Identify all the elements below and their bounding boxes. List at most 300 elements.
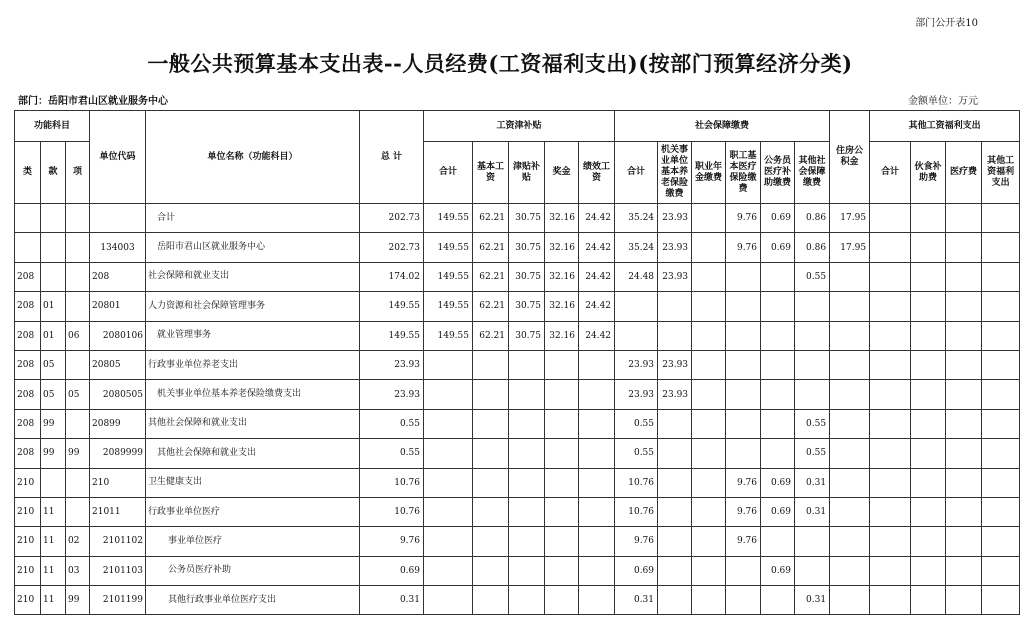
civil-medical-cell	[761, 586, 795, 615]
lei-cell: 208	[15, 292, 41, 321]
other-social-cell: 0.55	[795, 409, 830, 438]
other-social-cell	[795, 527, 830, 556]
department-label: 部门：岳阳市君山区就业服务中心	[18, 96, 168, 107]
basic-wage-cell: 62.21	[473, 262, 509, 291]
xiang-cell	[66, 292, 90, 321]
other-total-cell	[870, 292, 911, 321]
housing-cell	[830, 527, 870, 556]
medical-cell	[726, 380, 761, 409]
table-row	[15, 409, 1020, 438]
total-cell: 0.69	[360, 556, 424, 585]
kuan-header: 款	[41, 142, 66, 204]
total-cell: 10.76	[360, 497, 424, 526]
kuan-cell	[41, 468, 66, 497]
lei-cell: 210	[15, 497, 41, 526]
pension-cell: 23.93	[658, 204, 692, 233]
bonus-header: 奖金	[545, 142, 579, 204]
budget-table	[14, 110, 1020, 615]
other-total-cell	[870, 556, 911, 585]
xiang-cell	[66, 233, 90, 262]
bonus-cell: 32.16	[545, 204, 579, 233]
other-social-cell: 0.31	[795, 468, 830, 497]
table-row	[15, 350, 1020, 379]
basic-wage-cell	[473, 497, 509, 526]
annuity-cell	[692, 468, 726, 497]
bonus-cell	[545, 497, 579, 526]
pension-cell	[658, 468, 692, 497]
total-cell: 202.73	[360, 204, 424, 233]
housing-cell	[830, 262, 870, 291]
wage-total-header: 合计	[424, 142, 473, 204]
other-total-cell	[870, 380, 911, 409]
civil-medical-cell	[761, 439, 795, 468]
social-total-cell: 9.76	[615, 527, 658, 556]
food-cell	[911, 409, 946, 438]
xiang-cell	[66, 262, 90, 291]
table-row	[15, 380, 1020, 409]
performance-cell	[579, 497, 615, 526]
food-cell	[911, 468, 946, 497]
other-welfare-cell	[982, 468, 1020, 497]
unit-code-cell: 134003	[90, 233, 146, 262]
performance-cell: 24.42	[579, 262, 615, 291]
unit-name-cell: 行政事业单位养老支出	[146, 350, 360, 379]
medical-fee-cell	[946, 497, 982, 526]
medical-cell	[726, 262, 761, 291]
kuan-cell	[41, 262, 66, 291]
allowance-cell	[509, 380, 545, 409]
civil-medical-cell	[761, 292, 795, 321]
lei-cell: 210	[15, 527, 41, 556]
total-cell: 149.55	[360, 292, 424, 321]
lei-header: 类	[15, 142, 41, 204]
table-row	[15, 586, 1020, 615]
lei-cell: 208	[15, 262, 41, 291]
xiang-cell	[66, 497, 90, 526]
performance-cell: 24.42	[579, 292, 615, 321]
func-subject-header: 功能科目	[15, 111, 90, 142]
medical-fee-cell	[946, 380, 982, 409]
medical-cell	[726, 409, 761, 438]
basic-wage-cell	[473, 527, 509, 556]
food-cell	[911, 439, 946, 468]
medical-cell: 9.76	[726, 527, 761, 556]
performance-cell	[579, 409, 615, 438]
unit-code-cell: 2080106	[90, 321, 146, 350]
performance-cell: 24.42	[579, 233, 615, 262]
other-welfare-header: 其他工资福利支出	[982, 142, 1020, 204]
medical-cell: 9.76	[726, 204, 761, 233]
allowance-cell: 30.75	[509, 204, 545, 233]
medical-fee-cell	[946, 409, 982, 438]
allowance-cell	[509, 556, 545, 585]
lei-cell: 208	[15, 350, 41, 379]
medical-cell	[726, 586, 761, 615]
annuity-cell	[692, 350, 726, 379]
performance-cell	[579, 527, 615, 556]
other-total-cell	[870, 527, 911, 556]
other-total-cell	[870, 233, 911, 262]
lei-cell: 208	[15, 409, 41, 438]
total-cell: 202.73	[360, 233, 424, 262]
unit-name-cell: 就业管理事务	[146, 321, 360, 350]
housing-cell	[830, 439, 870, 468]
basic-wage-cell: 62.21	[473, 204, 509, 233]
bonus-cell	[545, 409, 579, 438]
medical-fee-cell	[946, 204, 982, 233]
table-row	[15, 527, 1020, 556]
table-row	[15, 321, 1020, 350]
total-cell: 23.93	[360, 380, 424, 409]
civil-medical-cell: 0.69	[761, 204, 795, 233]
other-social-cell	[795, 556, 830, 585]
annuity-cell	[692, 527, 726, 556]
other-social-cell: 0.55	[795, 439, 830, 468]
medical-cell	[726, 439, 761, 468]
unit-name-cell: 事业单位医疗	[146, 527, 360, 556]
unit-name-cell: 其他社会保障和就业支出	[146, 439, 360, 468]
annuity-cell	[692, 321, 726, 350]
unit-code-cell: 2101102	[90, 527, 146, 556]
unit-name-cell: 岳阳市君山区就业服务中心	[146, 233, 360, 262]
food-header: 伙食补助费	[911, 142, 946, 204]
kuan-cell: 11	[41, 556, 66, 585]
unit-name-cell: 公务员医疗补助	[146, 556, 360, 585]
pension-cell	[658, 292, 692, 321]
civil-medical-header: 公务员医疗补助缴费	[761, 142, 795, 204]
food-cell	[911, 292, 946, 321]
other-social-cell: 0.31	[795, 586, 830, 615]
allowance-cell	[509, 350, 545, 379]
xiang-cell	[66, 409, 90, 438]
other-welfare-cell	[982, 321, 1020, 350]
basic-wage-cell	[473, 350, 509, 379]
food-cell	[911, 233, 946, 262]
social-total-cell: 0.31	[615, 586, 658, 615]
annuity-cell	[692, 380, 726, 409]
other-social-header: 其他社会保障缴费	[795, 142, 830, 204]
pension-cell	[658, 439, 692, 468]
medical-cell	[726, 292, 761, 321]
housing-cell: 17.95	[830, 204, 870, 233]
food-cell	[911, 204, 946, 233]
medical-cell: 9.76	[726, 497, 761, 526]
civil-medical-cell: 0.69	[761, 556, 795, 585]
wage-total-cell	[424, 527, 473, 556]
wage-total-cell	[424, 380, 473, 409]
basic-wage-cell	[473, 556, 509, 585]
housing-cell	[830, 586, 870, 615]
basic-wage-cell	[473, 380, 509, 409]
medical-fee-cell	[946, 439, 982, 468]
pension-cell: 23.93	[658, 350, 692, 379]
table-number-label: 部门公开表10	[915, 18, 978, 29]
performance-cell	[579, 350, 615, 379]
kuan-cell: 05	[41, 380, 66, 409]
civil-medical-cell: 0.69	[761, 497, 795, 526]
other-welfare-cell	[982, 204, 1020, 233]
allowance-cell	[509, 468, 545, 497]
table-row	[15, 497, 1020, 526]
housing-cell	[830, 321, 870, 350]
pension-cell	[658, 497, 692, 526]
civil-medical-cell	[761, 380, 795, 409]
bonus-cell: 32.16	[545, 233, 579, 262]
xiang-cell: 03	[66, 556, 90, 585]
performance-cell	[579, 468, 615, 497]
housing-cell	[830, 292, 870, 321]
basic-wage-cell	[473, 439, 509, 468]
social-total-cell: 10.76	[615, 468, 658, 497]
unit-name-cell: 人力资源和社会保障管理事务	[146, 292, 360, 321]
social-total-cell: 35.24	[615, 204, 658, 233]
basic-wage-header: 基本工资	[473, 142, 509, 204]
civil-medical-cell	[761, 409, 795, 438]
table-row	[15, 556, 1020, 585]
kuan-cell: 11	[41, 527, 66, 556]
lei-cell: 208	[15, 380, 41, 409]
wage-total-cell: 149.55	[424, 262, 473, 291]
pension-cell	[658, 586, 692, 615]
wage-total-cell: 149.55	[424, 204, 473, 233]
medical-header: 职工基本医疗保险缴费	[726, 142, 761, 204]
unit-code-header: 单位代码	[90, 111, 146, 204]
wage-total-cell	[424, 497, 473, 526]
other-welfare-cell	[982, 292, 1020, 321]
food-cell	[911, 262, 946, 291]
social-total-cell: 0.69	[615, 556, 658, 585]
civil-medical-cell: 0.69	[761, 233, 795, 262]
other-welfare-cell	[982, 439, 1020, 468]
wage-total-cell	[424, 586, 473, 615]
social-total-cell: 24.48	[615, 262, 658, 291]
wage-group-header: 工资津补贴	[424, 111, 615, 142]
unit-name-cell: 其他行政事业单位医疗支出	[146, 586, 360, 615]
other-social-cell	[795, 321, 830, 350]
table-row	[15, 468, 1020, 497]
housing-cell	[830, 468, 870, 497]
performance-cell	[579, 556, 615, 585]
housing-cell	[830, 380, 870, 409]
medical-fee-header: 医疗费	[946, 142, 982, 204]
other-social-cell	[795, 292, 830, 321]
unit-name-cell: 合计	[146, 204, 360, 233]
food-cell	[911, 586, 946, 615]
annuity-cell	[692, 204, 726, 233]
other-welfare-cell	[982, 409, 1020, 438]
lei-cell: 208	[15, 439, 41, 468]
lei-cell: 208	[15, 321, 41, 350]
performance-header: 绩效工资	[579, 142, 615, 204]
social-total-cell: 23.93	[615, 350, 658, 379]
wage-total-cell: 149.55	[424, 292, 473, 321]
wage-total-cell: 149.55	[424, 233, 473, 262]
other-total-cell	[870, 204, 911, 233]
allowance-cell	[509, 527, 545, 556]
food-cell	[911, 527, 946, 556]
kuan-cell: 01	[41, 321, 66, 350]
performance-cell	[579, 586, 615, 615]
performance-cell: 24.42	[579, 204, 615, 233]
bonus-cell	[545, 350, 579, 379]
table-row	[15, 292, 1020, 321]
other-total-cell	[870, 409, 911, 438]
medical-fee-cell	[946, 586, 982, 615]
total-cell: 0.55	[360, 439, 424, 468]
unit-name-header: 单位名称（功能科目）	[146, 111, 360, 204]
unit-name-cell: 机关事业单位基本养老保险缴费支出	[146, 380, 360, 409]
unit-code-cell: 2089999	[90, 439, 146, 468]
total-cell: 0.55	[360, 409, 424, 438]
allowance-cell	[509, 586, 545, 615]
annuity-cell	[692, 586, 726, 615]
civil-medical-cell	[761, 321, 795, 350]
other-total-cell	[870, 468, 911, 497]
wage-total-cell	[424, 350, 473, 379]
basic-wage-cell: 62.21	[473, 292, 509, 321]
other-total-cell	[870, 321, 911, 350]
kuan-cell: 99	[41, 409, 66, 438]
other-social-cell: 0.31	[795, 497, 830, 526]
performance-cell	[579, 439, 615, 468]
bonus-cell: 32.16	[545, 321, 579, 350]
lei-cell	[15, 204, 41, 233]
medical-cell	[726, 556, 761, 585]
total-cell: 149.55	[360, 321, 424, 350]
social-total-cell: 35.24	[615, 233, 658, 262]
xiang-cell: 99	[66, 586, 90, 615]
unit-label: 金额单位：万元	[908, 96, 978, 107]
other-welfare-cell	[982, 497, 1020, 526]
medical-cell: 9.76	[726, 233, 761, 262]
table-row	[15, 204, 1020, 233]
other-welfare-cell	[982, 233, 1020, 262]
other-total-cell	[870, 439, 911, 468]
other-total-cell	[870, 586, 911, 615]
food-cell	[911, 380, 946, 409]
unit-code-cell: 20899	[90, 409, 146, 438]
other-total-cell	[870, 350, 911, 379]
other-welfare-cell	[982, 350, 1020, 379]
wage-total-cell: 149.55	[424, 321, 473, 350]
table-row	[15, 262, 1020, 291]
unit-name-cell: 社会保障和就业支出	[146, 262, 360, 291]
bonus-cell	[545, 556, 579, 585]
pension-cell: 23.93	[658, 233, 692, 262]
civil-medical-cell	[761, 350, 795, 379]
allowance-cell: 30.75	[509, 292, 545, 321]
total-cell: 174.02	[360, 262, 424, 291]
civil-medical-cell	[761, 262, 795, 291]
xiang-cell	[66, 350, 90, 379]
allowance-cell	[509, 439, 545, 468]
basic-wage-cell	[473, 409, 509, 438]
xiang-cell	[66, 468, 90, 497]
kuan-cell: 99	[41, 439, 66, 468]
lei-cell	[15, 233, 41, 262]
annuity-cell	[692, 439, 726, 468]
medical-cell: 9.76	[726, 468, 761, 497]
kuan-cell	[41, 233, 66, 262]
total-cell: 9.76	[360, 527, 424, 556]
food-cell	[911, 350, 946, 379]
other-welfare-cell	[982, 586, 1020, 615]
other-welfare-cell	[982, 262, 1020, 291]
housing-cell	[830, 497, 870, 526]
total-cell: 10.76	[360, 468, 424, 497]
pension-cell	[658, 321, 692, 350]
social-total-cell: 0.55	[615, 409, 658, 438]
allowance-cell: 30.75	[509, 233, 545, 262]
civil-medical-cell: 0.69	[761, 468, 795, 497]
unit-code-cell: 2101103	[90, 556, 146, 585]
housing-cell	[830, 350, 870, 379]
kuan-cell: 11	[41, 586, 66, 615]
unit-name-cell: 卫生健康支出	[146, 468, 360, 497]
kuan-cell	[41, 204, 66, 233]
annuity-header: 职业年金缴费	[692, 142, 726, 204]
kuan-cell: 05	[41, 350, 66, 379]
unit-name-cell: 行政事业单位医疗	[146, 497, 360, 526]
unit-name-cell: 其他社会保障和就业支出	[146, 409, 360, 438]
pension-cell	[658, 527, 692, 556]
annuity-cell	[692, 556, 726, 585]
lei-cell: 210	[15, 468, 41, 497]
other-social-cell	[795, 350, 830, 379]
allowance-header: 津贴补贴	[509, 142, 545, 204]
xiang-cell: 05	[66, 380, 90, 409]
basic-wage-cell	[473, 468, 509, 497]
pension-cell: 23.93	[658, 262, 692, 291]
basic-wage-cell	[473, 586, 509, 615]
annuity-cell	[692, 262, 726, 291]
basic-wage-cell: 62.21	[473, 321, 509, 350]
xiang-header: 项	[66, 142, 90, 204]
other-welfare-cell	[982, 527, 1020, 556]
pension-cell	[658, 556, 692, 585]
pension-header: 机关事业单位基本养老保险缴费	[658, 142, 692, 204]
kuan-cell: 01	[41, 292, 66, 321]
other-welfare-cell	[982, 556, 1020, 585]
housing-cell: 17.95	[830, 233, 870, 262]
bonus-cell: 32.16	[545, 262, 579, 291]
bonus-cell	[545, 527, 579, 556]
bonus-cell: 32.16	[545, 292, 579, 321]
table-row	[15, 439, 1020, 468]
total-header: 总 计	[360, 111, 424, 204]
unit-code-cell	[90, 204, 146, 233]
housing-cell	[830, 556, 870, 585]
annuity-cell	[692, 497, 726, 526]
medical-fee-cell	[946, 556, 982, 585]
other-social-cell: 0.55	[795, 262, 830, 291]
kuan-cell: 11	[41, 497, 66, 526]
unit-code-cell: 20801	[90, 292, 146, 321]
social-total-cell	[615, 321, 658, 350]
pension-cell	[658, 409, 692, 438]
allowance-cell	[509, 409, 545, 438]
allowance-cell: 30.75	[509, 262, 545, 291]
wage-total-cell	[424, 439, 473, 468]
other-group-header: 其他工资福利支出	[870, 111, 1020, 142]
xiang-cell: 06	[66, 321, 90, 350]
xiang-cell: 99	[66, 439, 90, 468]
food-cell	[911, 556, 946, 585]
unit-code-cell: 21011	[90, 497, 146, 526]
other-social-cell: 0.86	[795, 204, 830, 233]
annuity-cell	[692, 292, 726, 321]
other-social-cell	[795, 380, 830, 409]
